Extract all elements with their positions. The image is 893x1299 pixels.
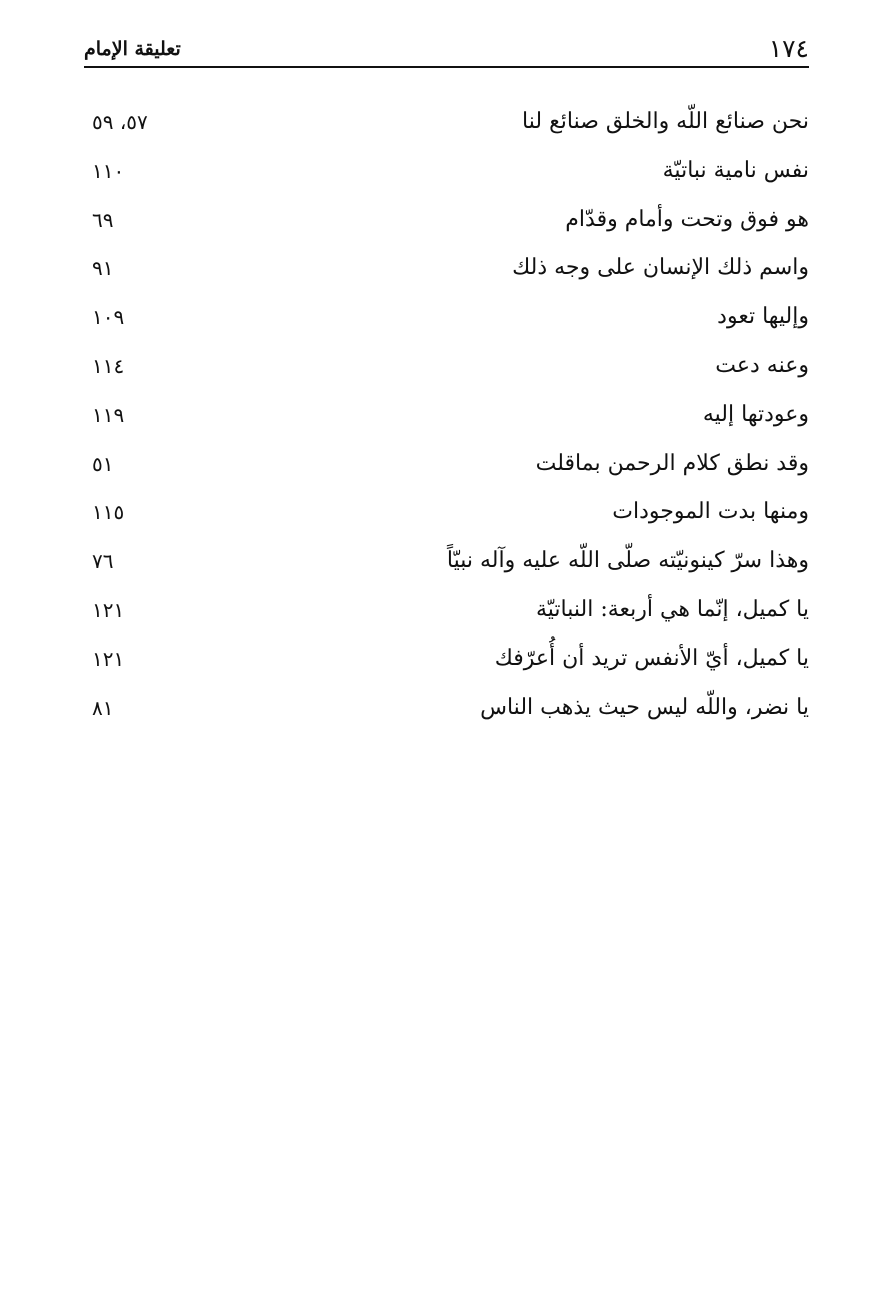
index-entry xyxy=(84,342,809,391)
index-entry xyxy=(84,488,809,537)
entry-page-numbers: ١١٠ xyxy=(92,158,125,183)
entry-text: وعنه دعت xyxy=(715,352,809,378)
running-title: تعليقة الإمام xyxy=(84,38,181,60)
entry-text: ومنها بدت الموجودات xyxy=(612,499,809,525)
entry-page-numbers: ١١٤ xyxy=(92,353,125,378)
index-entry xyxy=(84,586,809,635)
entry-text: وهذا سرّ كينونيّته صلّى اللّه عليه وآله نبيّاً xyxy=(446,548,809,574)
entry-text: وإليها تعود xyxy=(717,304,809,330)
entry-text: واسم ذلك الإنسان على وجه ذلك xyxy=(512,255,809,281)
index-entry xyxy=(84,293,809,342)
index-entry xyxy=(84,635,809,684)
index-list xyxy=(84,98,809,732)
index-entry xyxy=(84,391,809,440)
entry-page-numbers: ٩١ xyxy=(92,256,114,281)
index-entry xyxy=(84,684,809,733)
entry-text: وقد نطق كلام الرحمن بماقلت xyxy=(535,450,809,476)
entry-text: نحن صنائع اللّه والخلق صنائع لنا xyxy=(522,109,809,134)
entry-page-numbers: ١٠٩ xyxy=(92,305,125,330)
index-entry xyxy=(84,537,809,586)
entry-text: هو فوق وتحت وأمام وقدّام xyxy=(565,206,809,232)
index-entry xyxy=(84,244,809,293)
entry-page-numbers: ٦٩ xyxy=(92,207,114,232)
entry-text: يا كميل، إنّما هي أربعة: النباتيّة xyxy=(535,596,809,622)
entry-page-numbers: ١٢١ xyxy=(92,597,125,622)
entry-page-numbers: ١٢١ xyxy=(92,646,125,671)
entry-text: يا كميل، أيّ الأنفس تريد أن أُعرّفك xyxy=(494,645,809,671)
index-entry xyxy=(84,196,809,245)
entry-text: وعودتها إليه xyxy=(702,401,809,427)
page-header xyxy=(84,32,809,68)
entry-page-numbers: ٥٧، ٥٩ xyxy=(92,110,148,134)
entry-page-numbers: ٨١ xyxy=(92,695,114,720)
page-number: ١٧٤ xyxy=(768,34,809,63)
index-entry xyxy=(84,98,809,147)
entry-page-numbers: ٥١ xyxy=(92,451,114,476)
entry-text: يا نضر، واللّه ليس حيث يذهب الناس xyxy=(480,694,809,720)
entry-page-numbers: ١١٩ xyxy=(92,402,125,427)
entry-text: نفس نامية نباتيّة xyxy=(662,157,809,183)
index-entry xyxy=(84,147,809,196)
index-entry xyxy=(84,440,809,489)
entry-page-numbers: ٧٦ xyxy=(92,549,114,574)
entry-page-numbers: ١١٥ xyxy=(92,500,125,525)
